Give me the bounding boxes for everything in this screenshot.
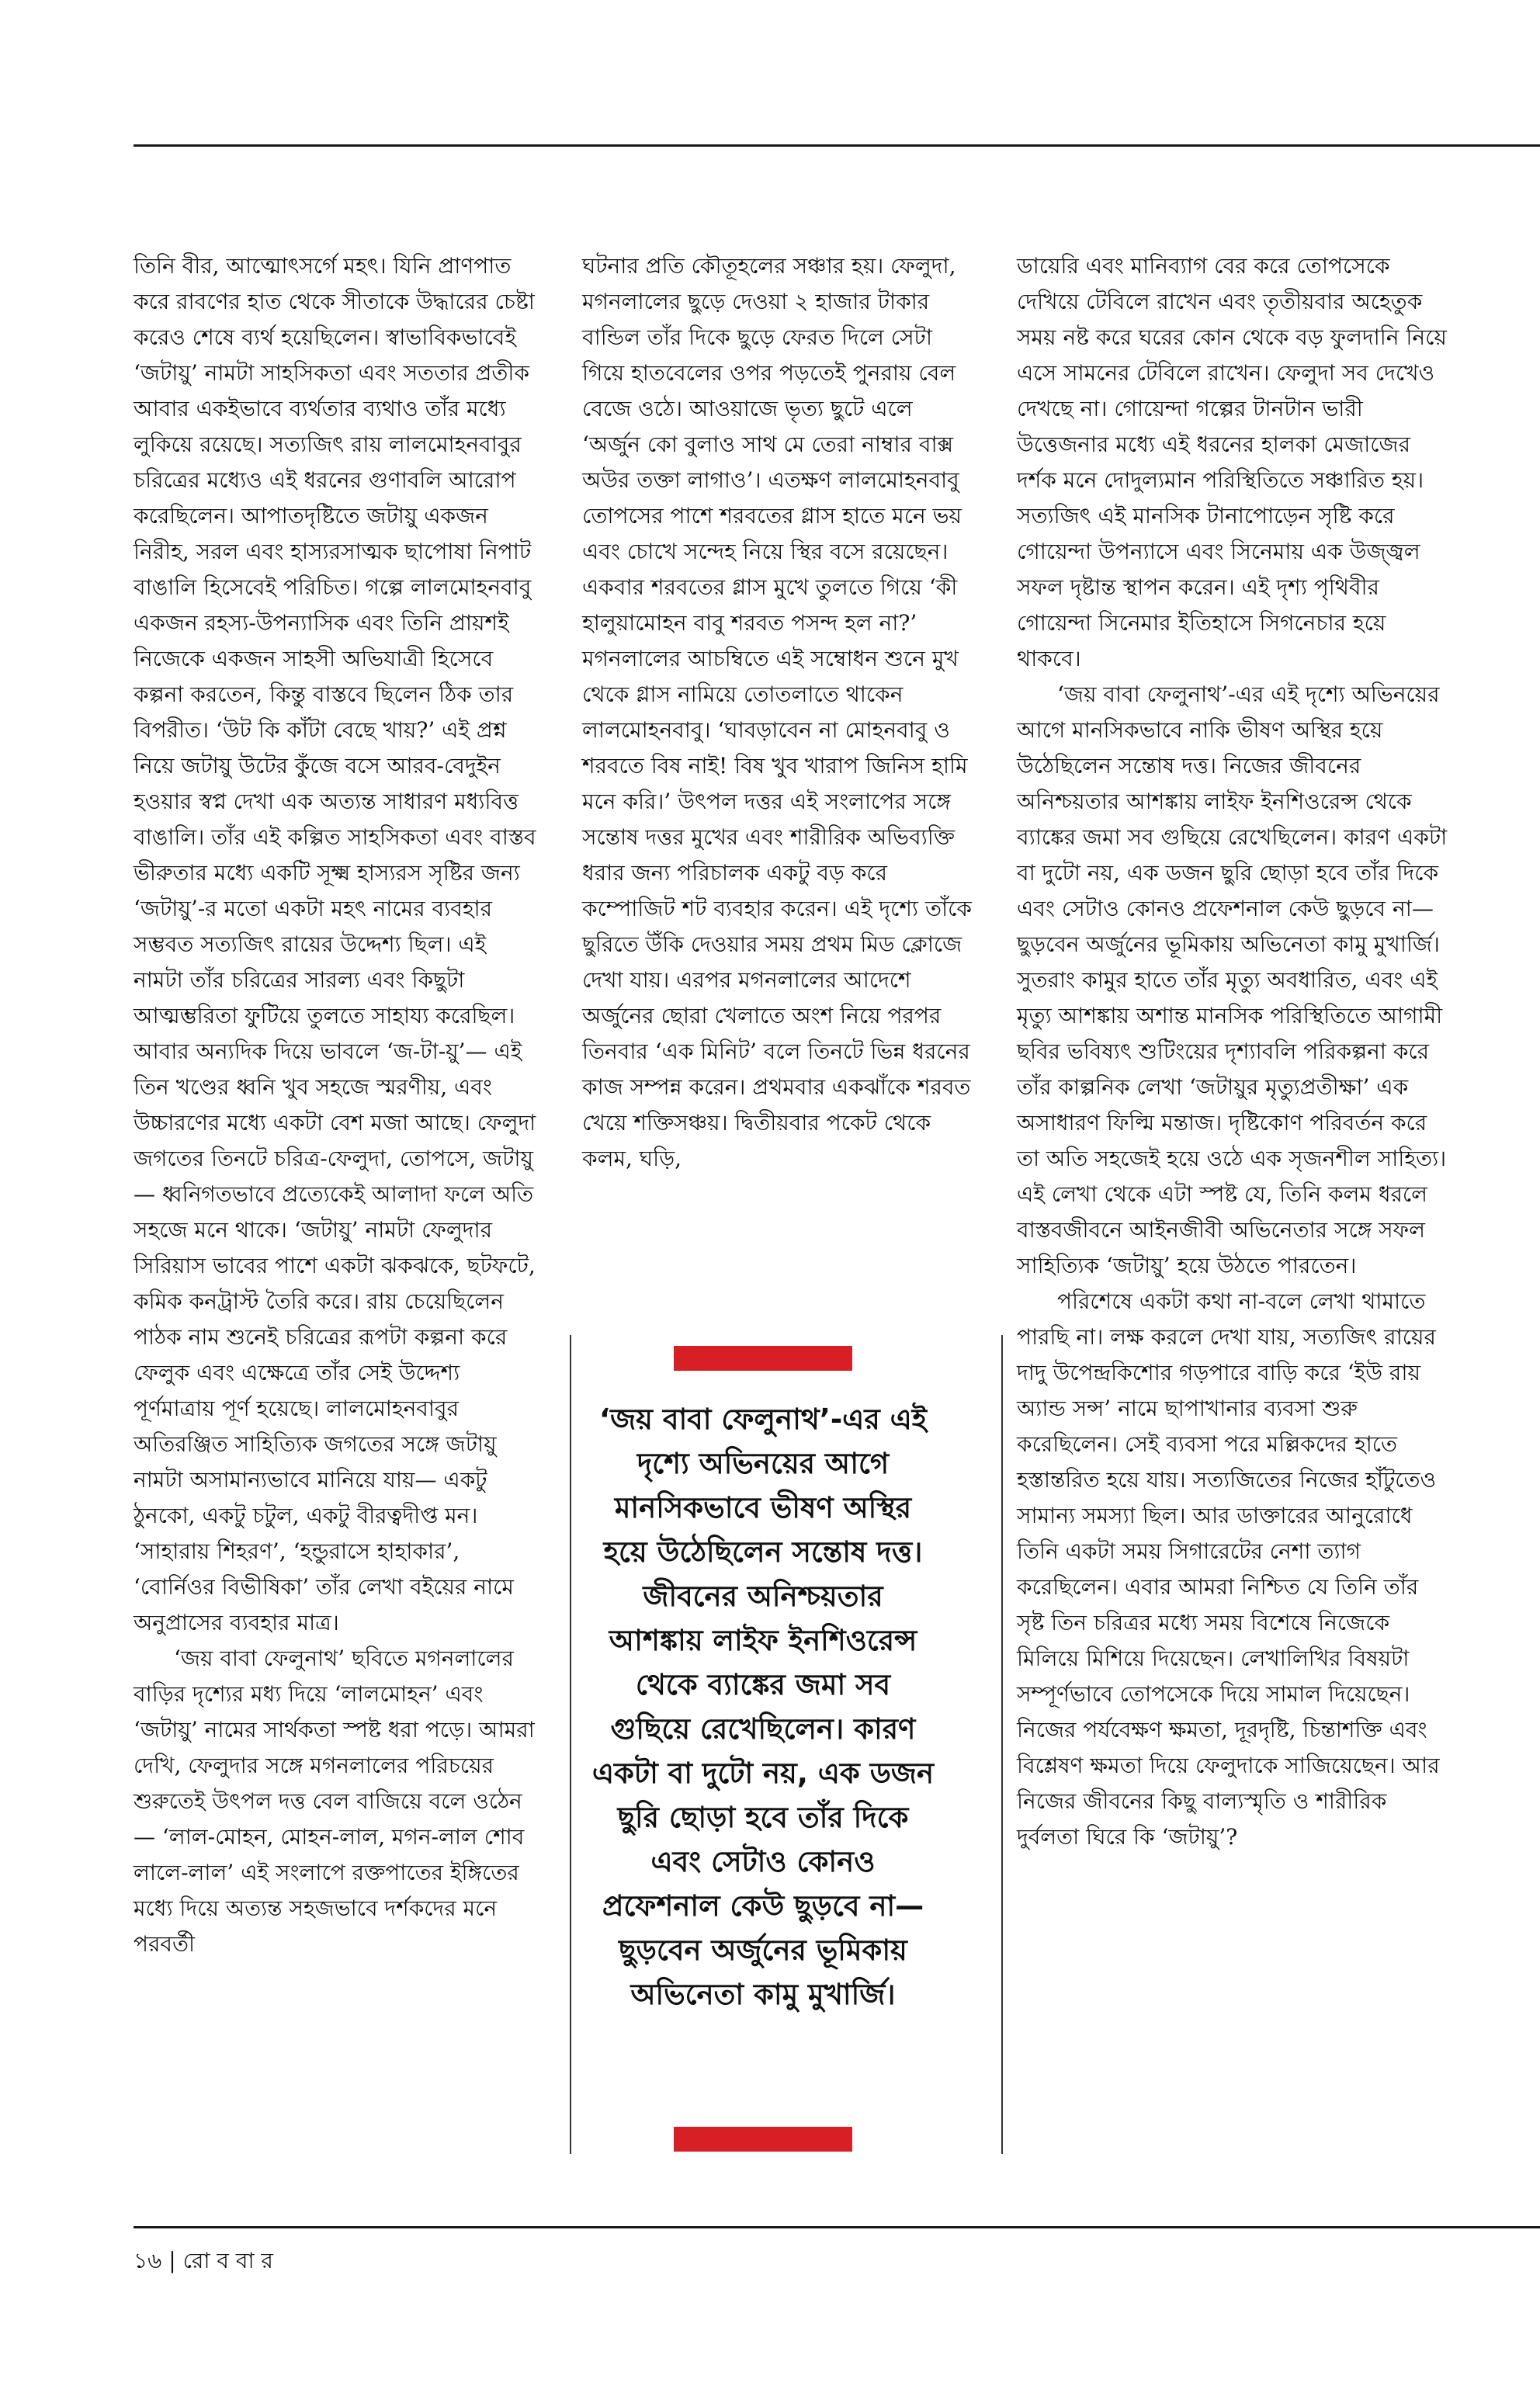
pull-quote: ‘জয় বাবা ফেলুনাথ’-এর এই দৃশ্যে অভিনয়ের আগে মানসিকভাবে ভীষণ অস্থির হয়ে উঠেছিলেন সন্তোষ দত্ত। জীবনের অনিশ্চয়তার আশঙ্কায় লাইফ ইনশিওরেন্স থেকে ব্যাঙ্কের জমা সব গুছিয়ে রেখেছিলেন। কারণ একটা বা দুটো নয়, এক ডজন ছুরি ছোড়া হবে তাঁর দিকে এবং সেটাও কোনও প্রফেশনাল কেউ ছুড়বে না— ছুড়বেন অর্জুনের ভূমিকায় অভিনেতা কামু মুখার্জি। [591, 1403, 935, 2011]
paragraph: পরিশেষে একটা কথা না-বলে লেখা থামাতে পারছি না। লক্ষ করলে দেখা যায়, সত্যজিৎ রায়ের দাদু উপেন্দ্রকিশোর গড়পারে বাড়ি করে ‘ইউ রায় অ্যান্ড সন্স’ নামে ছাপাখানার ব্যবসা শুরু করেছিলেন। সেই ব্যবসা পরে মল্লিকদের হাতে হস্তান্তরিত হয়ে যায়। সত্যজিতের নিজের হাঁটুতেও সামান্য সমস্যা ছিল। আর ডাক্তারের আনুরোধে তিনি একটা সময় সিগারেটের নেশা ত্যাগ করেছিলেন। এবার আমরা নিশ্চিত যে তিনি তাঁর সৃষ্ট তিন চরিত্রর মধ্যে সময় বিশেষে নিজেকে মিলিয়ে মিশিয়ে দিয়েছেন। লেখালিখির বিষয়টা সম্পূর্ণভাবে তোপসেকে দিয়ে সামাল দিয়েছেন। নিজের পর্যবেক্ষণ ক্ষমতা, দূরদৃষ্টি, চিন্তাশক্তি এবং বিশ্লেষণ ক্ষমতা দিয়ে ফেলুদাকে সাজিয়েছেন। আর নিজের জীবনের কিছু বাল্যস্মৃতি ও শারীরিক দুর্বলতা ঘিরে কি ‘জটায়ু’? [1017, 1288, 1440, 1850]
article-column-2 [582, 248, 974, 1177]
paragraph: ডায়েরি এবং মানিব্যাগ বের করে তোপসেকে দেখিয়ে টেবিলে রাখেন এবং তৃতীয়বার অহেতুক সময় নষ্ট করে ঘরের কোন থেকে বড় ফুলদানি নিয়ে এসে সামনের টেবিলে রাখেন। ফেলুদা সব দেখেও দেখছে না। গোয়েন্দা গল্পের টানটান ভারী উত্তেজনার মধ্যে এই ধরনের হালকা মেজাজের দর্শক মনে দোদুল্যমান পরিস্থিতিতে সঞ্চারিত হয়। সত্যজিৎ এই মানসিক টানাপোড়েন সৃষ্টি করে গোয়েন্দা উপন্যাসে এবং সিনেমায় এক উজ্জ্বল সফল দৃষ্টান্ত স্থাপন করেন। এই দৃশ্য পৃথিবীর গোয়েন্দা সিনেমার ইতিহাসে সিগনেচার হয়ে থাকবে। [1017, 253, 1447, 671]
pullquote-left-divider [570, 1335, 571, 2154]
paragraph: ঘটনার প্রতি কৌতূহলের সঞ্চার হয়। ফেলুদা, মগনলালের ছুড়ে দেওয়া ২ হাজার টাকার বান্ডিল তাঁর দিকে ছুড়ে ফেরত দিলে সেটা গিয়ে হাতবেলের ওপর পড়তেই পুনরায় বেল বেজে ওঠে। আওয়াজে ভৃত্য ছুটে এলে ‘অর্জুন কো বুলাও সাথ মে তেরা নাম্বার বাক্স অউর তক্তা লাগাও’। এতক্ষণ লালমোহনবাবু তোপসের পাশে শরবতের গ্লাস হাতে মনে ভয় এবং চোখে সন্দেহ নিয়ে স্থির বসে রয়েছেন। একবার শরবতের গ্লাস মুখে তুলতে গিয়ে ‘কী হালুয়ামোহন বাবু শরবত পসন্দ হল না?’ মগনলালের আচম্বিতে এই সম্বোধন শুনে মুখ থেকে গ্লাস নামিয়ে তোতলাতে থাকেন লালমোহনবাবু। ‘ঘাবড়াবেন না মোহনবাবু ও শরবতে বিষ নাই! বিষ খুব খারাপ জিনিস হামি মনে করি।’ উৎপল দত্তর এই সংলাপের সঙ্গে সন্তোষ দত্তর মুখের এবং শারীরিক অভিব্যক্তি ধরার জন্য পরিচালক একটু বড় করে কম্পোজিট শট ব্যবহার করেন। এই দৃশ্যে তাঁকে ছুরিতে উঁকি দেওয়ার সময় প্রথম মিড ক্লোজে দেখা যায়। এরপর মগনলালের আদেশে অর্জুনের ছোরা খেলাতে অংশ নিয়ে পরপর তিনবার ‘এক মিনিট’ বলে তিনটে ভিন্ন ধরনের কাজ সম্পন্ন করেন। প্রথমবার একঝাঁকে শরবত খেয়ে শক্তিসঞ্চয়। দ্বিতীয়বার পকেট থেকে কলম, ঘড়ি, [582, 253, 972, 1171]
bottom-rule [134, 2226, 1540, 2228]
top-rule [134, 144, 1540, 147]
pullquote-accent-bar-bottom [674, 2127, 852, 2152]
page-footer: ১৬ | রো ব বা র [134, 2248, 273, 2273]
article-column-1 [134, 248, 537, 1962]
pullquote-right-divider [1001, 1335, 1003, 2154]
paragraph: তিনি বীর, আত্মোৎসর্গে মহৎ। যিনি প্রাণপাত করে রাবণের হাত থেকে সীতাকে উদ্ধারের চেষ্টা করেও শেষে ব্যর্থ হয়েছিলেন। স্বাভাবিকভাবেই ‘জটায়ু’ নামটা সাহসিকতা এবং সততার প্রতীক আবার একইভাবে ব্যর্থতার ব্যথাও তাঁর মধ্যে লুকিয়ে রয়েছে। সত্যজিৎ রায় লালমোহনবাবুর চরিত্রের মধ্যেও এই ধরনের গুণাবলি আরোপ করেছিলেন। আপাতদৃষ্টিতে জটায়ু একজন নিরীহ, সরল এবং হাস্যরসাত্মক ছাপোষা নিপাট বাঙালি হিসেবেই পরিচিত। গল্পে লালমোহনবাবু একজন রহস্য-উপন্যাসিক এবং তিনি প্রায়শই নিজেকে একজন সাহসী অভিযাত্রী হিসেবে কল্পনা করতেন, কিন্তু বাস্তবে ছিলেন ঠিক তার বিপরীত। ‘উট কি কাঁটা বেছে খায়?’ এই প্রশ্ন নিয়ে জটায়ু উটের কুঁজে বসে আরব-বেদুইন হওয়ার স্বপ্ন দেখা এক অত্যন্ত সাধারণ মধ্যবিত্ত বাঙালি। তাঁর এই কল্পিত সাহসিকতা এবং বাস্তব ভীরুতার মধ্যে একটি সূক্ষ্ম হাস্যরস সৃষ্টির জন্য ‘জটায়ু’-র মতো একটা মহৎ নামের ব্যবহার সম্ভবত সত্যজিৎ রায়ের উদ্দেশ্য ছিল। এই নামটা তাঁর চরিত্রের সারল্য এবং কিছুটা আত্মম্ভরিতা ফুটিয়ে তুলতে সাহায্য করেছিল। আবার অন্যদিক দিয়ে ভাবলে ‘জ-টা-য়ু’— এই তিন খণ্ডের ধ্বনি খুব সহজে স্মরণীয়, এবং উচ্চারণের মধ্যে একটা বেশ মজা আছে। ফেলুদা জগতের তিনটে চরিত্র-ফেলুদা, তোপসে, জটায়ু— ধ্বনিগতভাবে প্রত্যেকেই আলাদা ফলে অতি সহজে মনে থাকে। ‘জটায়ু’ নামটা ফেলুদার সিরিয়াস ভাবের পাশে একটা ঝকঝকে, ছটফটে, কমিক কনট্রাস্ট তৈরি করে। রায় চেয়েছিলেন পাঠক নাম শুনেই চরিত্রের রূপটা কল্পনা করে ফেলুক এবং এক্ষেত্রে তাঁর সেই উদ্দেশ্য পূর্ণমাত্রায় পূর্ণ হয়েছে। লালমোহনবাবুর অতিরঞ্জিত সাহিত্যিক জগতের সঙ্গে জটায়ু নামটা অসামান্যভাবে মানিয়ে যায়— একটু ঠুনকো, একটু চটুল, একটু বীরত্বদীপ্ত মন। ‘সাহারায় শিহরণ’, ‘হন্ডুরাসে হাহাকার’, ‘বোর্নিওর বিভীষিকা’ তাঁর লেখা বইয়ের নামে অনুপ্রাসের ব্যবহার মাত্র। [134, 253, 536, 1635]
pullquote-accent-bar-top [674, 1346, 852, 1371]
article-column-3 [1017, 248, 1452, 1855]
paragraph: ‘জয় বাবা ফেলুনাথ’-এর এই দৃশ্যে অভিনয়ের আগে মানসিকভাবে নাকি ভীষণ অস্থির হয়ে উঠেছিলেন সন্তোষ দত্ত। নিজের জীবনের অনিশ্চয়তার আশঙ্কায় লাইফ ইনশিওরেন্স থেকে ব্যাঙ্কের জমা সব গুছিয়ে রেখেছিলেন। কারণ একটা বা দুটো নয়, এক ডজন ছুরি ছোড়া হবে তাঁর দিকে এবং সেটাও কোনও প্রফেশনাল কেউ ছুড়বে না— ছুড়বেন অর্জুনের ভূমিকায় অভিনেতা কামু মুখার্জি। সুতরাং কামুর হাতে তাঁর মৃত্যু অবধারিত, এবং এই মৃত্যু আশঙ্কায় অশান্ত মানসিক পরিস্থিতিতে আগামী ছবির ভবিষ্যৎ শুটিংয়ের দৃশ্যাবলি পরিকল্পনা করে তাঁর কাল্পনিক লেখা ‘জটায়ুর মৃত্যুপ্রতীক্ষা’ এক অসাধারণ ফিল্মি মন্তাজ। দৃষ্টিকোণ পরিবর্তন করে তা অতি সহজেই হয়ে ওঠে এক সৃজনশীল সাহিত্য। এই লেখা থেকে এটা স্পষ্ট যে, তিনি কলম ধরলে বাস্তবজীবনে আইনজীবী অভিনেতার সঙ্গে সফল সাহিত্যিক ‘জটায়ু’ হয়ে উঠতে পারতেন। [1017, 681, 1448, 1278]
paragraph: ‘জয় বাবা ফেলুনাথ’ ছবিতে মগনলালের বাড়ির দৃশ্যের মধ্য দিয়ে ‘লালমোহন’ এবং ‘জটায়ু’ নামের সার্থকতা স্পষ্ট ধরা পড়ে। আমরা দেখি, ফেলুদার সঙ্গে মগনলালের পরিচয়ের শুরুতেই উৎপল দত্ত বেল বাজিয়ে বলে ওঠেন— ‘লাল-মোহন, মোহন-লাল, মগন-লাল শোব লালে-লাল’ এই সংলাপে রক্তপাতের ইঙ্গিতের মধ্যে দিয়ে অত্যন্ত সহজভাবে দর্শকদের মনে পরবর্তী [134, 1646, 535, 1957]
